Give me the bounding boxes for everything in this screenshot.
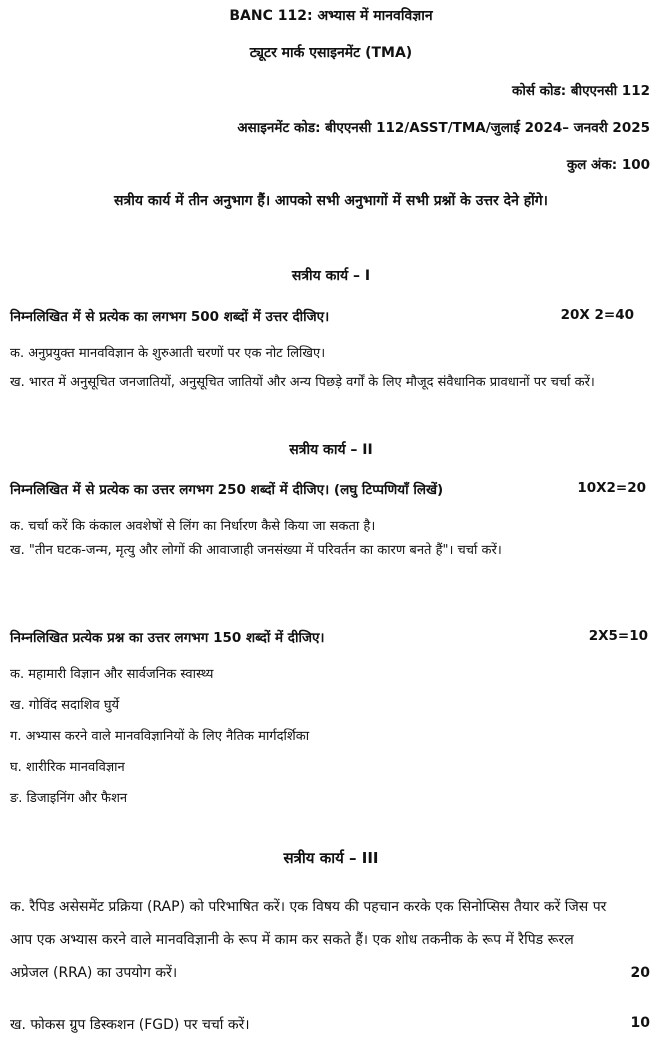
section-1-marks: 20X 2=40 (560, 307, 634, 323)
short-item-c: ग. अभ्यास करने वाले मानवविज्ञानियों के लिए नैतिक मार्गदर्शिका (10, 729, 310, 744)
short-item-b: ख. गोविंद सदाशिव घुर्ये (10, 698, 120, 713)
general-instructions: सत्रीय कार्य में तीन अनुभाग हैं। आपको सभी अनुभागों में सभी प्रश्नों के उत्तर देने होंगे। (114, 193, 548, 209)
short-item-a: क. महामारी विज्ञान और सार्वजनिक स्वास्थ्य (10, 667, 214, 682)
section-1-instruction: निम्नलिखित में से प्रत्येक का लगभग 500 शब्दों में उत्तर दीजिए। (10, 309, 330, 325)
section-3-title: सत्रीय कार्य – III (283, 849, 379, 867)
assignment-code: असाइनमेंट कोड: बीएएनसी 112/ASST/TMA/जुलाई 2024– जनवरी 2025 (237, 120, 650, 136)
section-2-title: सत्रीय कार्य – II (289, 442, 373, 458)
document-subtitle: ट्यूटर मार्क एसाइनमेंट (TMA) (249, 45, 413, 61)
section-2-question-b: ख. "तीन घटक-जन्म, मृत्यु और लोगों की आवाजाही जनसंख्या में परिवर्तन का कारण बनते हैं"। चर्चा करें। (10, 543, 502, 558)
short-item-d: घ. शारीरिक मानवविज्ञान (10, 760, 125, 775)
section-2-question-a: क. चर्चा करें कि कंकाल अवशेषों से लिंग का निर्धारण कैसे किया जा सकता है। (10, 519, 376, 534)
course-code: कोर्स कोड: बीएएनसी 112 (511, 83, 650, 99)
section-2-instruction-2: निम्नलिखित प्रत्येक प्रश्न का उत्तर लगभग 150 शब्दों में दीजिए। (10, 630, 325, 646)
section-2-marks-2: 2X5=10 (588, 628, 648, 644)
section-2-marks: 10X2=20 (577, 480, 646, 496)
section-1-question-b: ख. भारत में अनुसूचित जनजातियों, अनुसूचित जातियों और अन्य पिछड़े वर्गों के लिए मौजूद संवैधानिक प्रावधानों पर चर्चा करें। (10, 375, 595, 390)
short-item-e: ङ. डिजाइनिंग और फैशन (10, 791, 128, 806)
section-2-instruction: निम्नलिखित में से प्रत्येक का उत्तर लगभग 250 शब्दों में दीजिए। (लघु टिप्पणियाँ लिखें) (10, 482, 444, 498)
section-3-question-b: ख. फोकस ग्रुप डिस्कशन (FGD) पर चर्चा करें। (10, 1017, 250, 1033)
section-1-title: सत्रीय कार्य – I (291, 268, 371, 284)
section-1-question-a: क. अनुप्रयुक्त मानवविज्ञान के शुरुआती चरणों पर एक नोट लिखिए। (10, 346, 326, 361)
total-marks: कुल अंक: 100 (566, 157, 650, 173)
section-3-question-a: क. रैपिड असेसमेंट प्रक्रिया (RAP) को परिभाषित करें। एक विषय की पहचान करके एक सिनोप्सिस तैयार करें जिस पर आप एक अभ्यास करने वाले मानवविज्ञानी के रूप में काम कर सकते हैं। एक शोध तकनीक के रूप में रैपिड रूरल अप्रेजल (RRA) का उपयोग करें। (10, 899, 607, 981)
section-3-question-b-marks: 10 (630, 1015, 650, 1031)
section-3-question-a-marks: 20 (630, 965, 650, 981)
document-title: BANC 112: अभ्यास में मानवविज्ञान (229, 8, 433, 24)
